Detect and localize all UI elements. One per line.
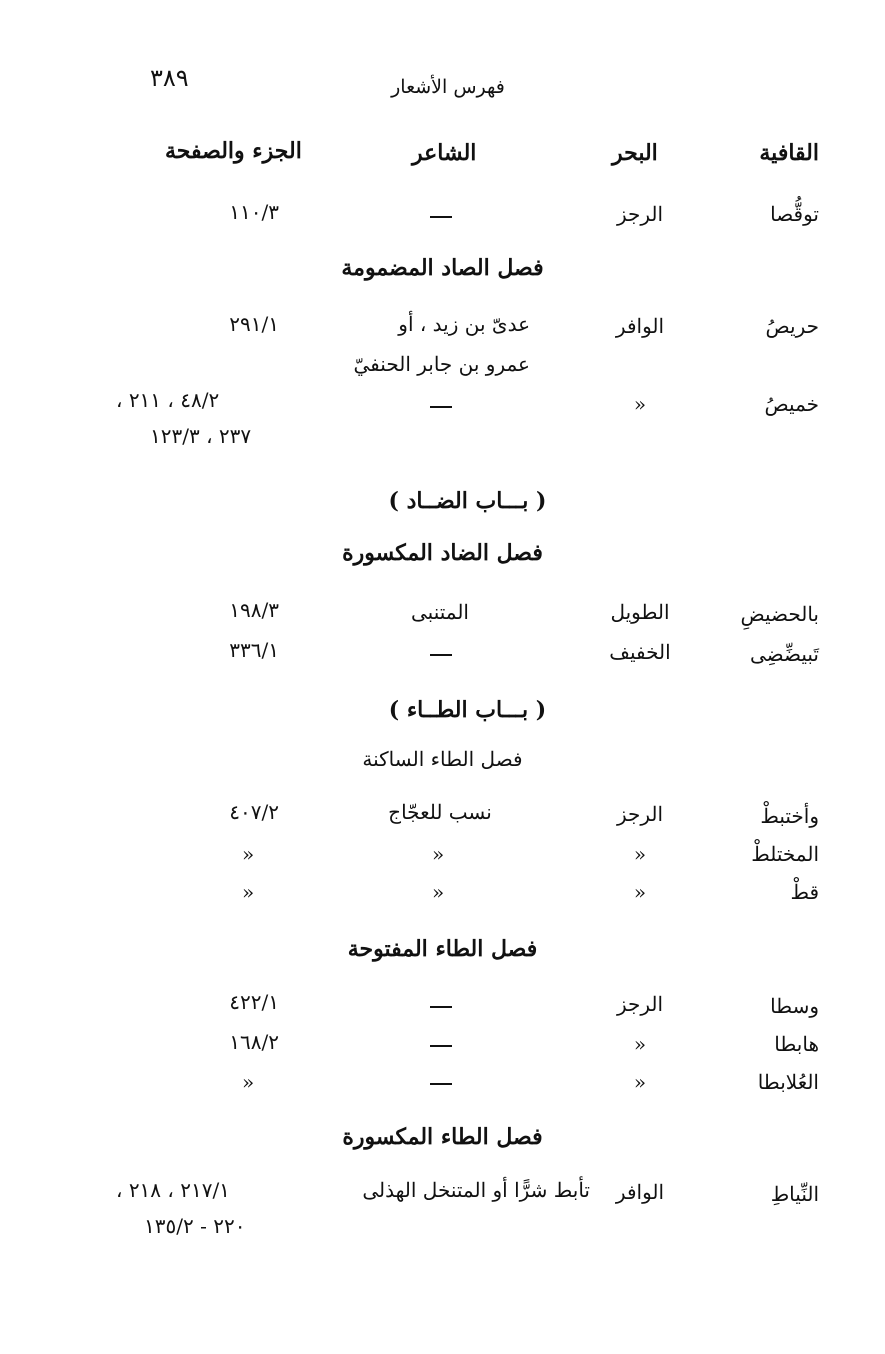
ditto-mark: » [633, 392, 647, 416]
ref-cell: ٤٨/٢ ، ٢١١ ، [116, 388, 220, 412]
ditto-mark: » [633, 1070, 647, 1094]
meter-cell: الوافر [615, 1180, 665, 1204]
ref-cell: ١١٠/٣ [229, 200, 279, 224]
rhyme-cell: وأختبطْ [760, 804, 819, 828]
rhyme-cell: النِّياطِ [770, 1182, 819, 1206]
dash-mark [430, 406, 452, 408]
rhyme-cell: خميصُ [764, 392, 819, 416]
ditto-mark: » [633, 880, 647, 904]
rhyme-cell: العُلابطا [757, 1070, 819, 1094]
rhyme-cell: حريصُ [765, 314, 819, 338]
running-title: فهرس الأشعار [391, 76, 505, 98]
column-header-volume-page: الجزء والصفحة [165, 138, 302, 164]
rhyme-cell: المختلطْ [751, 842, 819, 866]
ditto-mark: » [242, 1070, 255, 1094]
column-header-meter: البحر [612, 140, 658, 166]
chapter-title: ( بـــاب الطــاء ) [388, 697, 547, 723]
rhyme-cell: هابطا [774, 1032, 819, 1056]
section-title: فصل الصاد المضمومة [341, 255, 544, 281]
poet-cell: المتنبى [411, 600, 469, 624]
ref-cell: ١٩٨/٣ [229, 598, 279, 622]
rhyme-cell: توقُّصا [770, 202, 819, 226]
rhyme-cell: بالحضيضِ [740, 602, 819, 626]
ref-cell: ٤٠٧/٢ [229, 800, 279, 824]
ditto-mark: » [432, 880, 445, 904]
poet-cell: عدىّ بن زيد ، أو [398, 312, 530, 336]
section-title: فصل الطاء المفتوحة [347, 936, 538, 962]
ref-cell: ٢١٧/١ ، ٢١٨ ، [116, 1178, 230, 1202]
rhyme-cell: قطْ [790, 880, 819, 904]
poet-cell-continued: عمرو بن جابر الحنفيّ [353, 352, 530, 376]
ditto-mark: » [242, 842, 255, 866]
ditto-mark: » [432, 842, 445, 866]
dash-mark [430, 216, 452, 218]
dash-mark [430, 1045, 452, 1047]
dash-mark [430, 654, 452, 656]
ref-cell: ١٦٨/٢ [229, 1030, 279, 1054]
section-title: فصل الضاد المكسورة [342, 540, 543, 566]
dash-mark [430, 1006, 452, 1008]
meter-cell: الرجز [616, 992, 664, 1016]
ditto-mark: » [242, 880, 255, 904]
ditto-mark: » [633, 842, 647, 866]
ditto-mark: » [633, 1032, 647, 1056]
meter-cell: الوافر [615, 314, 665, 338]
meter-cell: الطويل [610, 600, 670, 624]
dash-mark [430, 1083, 452, 1085]
column-header-rhyme: القافية [759, 140, 819, 166]
chapter-title: ( بـــاب الضــاد ) [388, 488, 547, 514]
ref-cell-continued: ٢٣٧ ، ١٢٣/٣ [150, 424, 252, 448]
poet-cell: نسب للعجّاج [388, 800, 492, 824]
section-title: فصل الطاء الساكنة [362, 747, 523, 771]
ref-cell-continued: ٢٢٠ - ١٣٥/٢ [144, 1214, 246, 1238]
page-number: ٣٨٩ [150, 64, 189, 92]
ref-cell: ٣٣٦/١ [229, 638, 279, 662]
poet-cell: تأبط شرًّا أو المتنخل الهذلى [362, 1178, 590, 1202]
meter-cell: الخفيف [609, 640, 671, 664]
meter-cell: الرجز [616, 802, 664, 826]
meter-cell: الرجز [616, 202, 664, 226]
ref-cell: ٤٢٢/١ [229, 990, 279, 1014]
column-header-poet: الشاعر [412, 140, 477, 166]
section-title: فصل الطاء المكسورة [342, 1124, 543, 1150]
rhyme-cell: وسطا [770, 994, 819, 1018]
ref-cell: ٢٩١/١ [229, 312, 279, 336]
rhyme-cell: تَبيضِّضِى [750, 642, 819, 666]
